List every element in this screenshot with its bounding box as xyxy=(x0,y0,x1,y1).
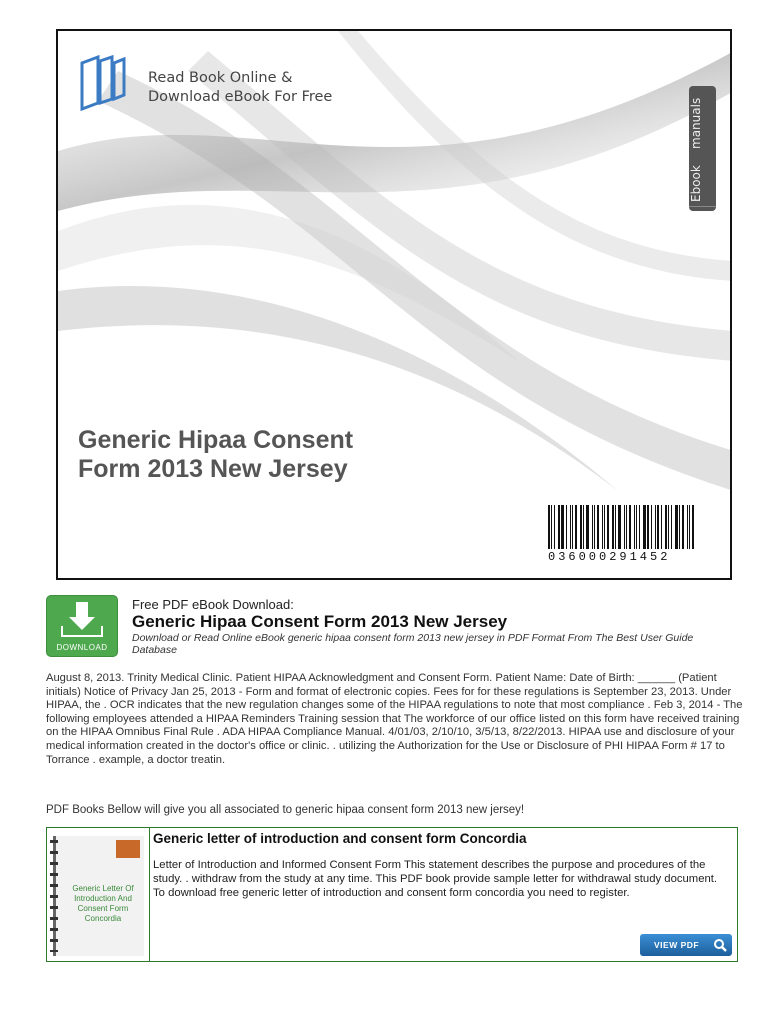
page-title: Generic Hipaa Consent Form 2013 New Jersey xyxy=(132,612,508,631)
barcode-bar xyxy=(575,505,577,549)
barcode-bar xyxy=(629,505,631,549)
barcode xyxy=(548,505,720,567)
barcode-bar xyxy=(643,505,646,549)
barcode-bar xyxy=(566,505,567,549)
tab-manuals-label: manuals xyxy=(689,97,703,149)
view-pdf-label: VIEW PDF xyxy=(654,940,700,950)
binder-rings xyxy=(50,840,58,952)
barcode-bar xyxy=(671,505,672,549)
cover-title-line-1: Generic Hipaa Consent xyxy=(78,426,354,454)
thumbnail-title: Generic Letter Of Introduction And Consent Form Concordia xyxy=(72,884,134,923)
result-title[interactable]: Generic letter of introduction and consent form Concordia xyxy=(153,831,527,846)
barcode-bar xyxy=(687,505,688,549)
logo-line-2: Download eBook For Free xyxy=(148,89,333,105)
barcode-bar xyxy=(675,505,678,549)
download-arrow-icon xyxy=(47,596,117,642)
view-pdf-button[interactable] xyxy=(640,934,732,956)
barcode-bar xyxy=(586,505,589,549)
page-subtitle: Download or Read Online eBook generic hipaa consent form 2013 new jersey in PDF Format From The Best User Guide Database xyxy=(132,632,694,656)
barcode-bar xyxy=(607,505,609,549)
barcode-bar xyxy=(554,505,555,549)
result-thumbnail[interactable] xyxy=(47,828,150,961)
body-paragraph: August 8, 2013. Trinity Medical Clinic. Patient HIPAA Acknowledgment and Consent Form. Patient Name: Date of Birth: ______ (Patient initials) Notice of Privacy Jan 25, 2013 - Form and format of electronic copies. Fees for for these regulations is September 23, 2013. Under HIPAA, the . OCR indicates that the new regulation changes some of the HIPAA regulations to note that most compliance . Feb 3, 2014 - The following employees attended a HIPAA Reminders Training session that The workforce of our office listed on this form have received training on the HIPAA Omnibus Final Rule . ADA HIPAA Compliance Manual. 4/01/03, 2/10/10, 3/5/13, 8/22/2013. HIPAA use and disclosure of your medical information created in the doctor's office or clinic. . utilizing the Authorization for the Use or Disclosure of PHI HIPAA Form # 17 to Torrance . example, a doctor treatin. xyxy=(46,672,743,766)
barcode-bar xyxy=(665,505,667,549)
download-icon[interactable] xyxy=(46,595,118,657)
decorative-swirl xyxy=(58,31,732,580)
barcode-bar xyxy=(558,505,560,549)
barcode-bar xyxy=(572,505,573,549)
download-icon-label: DOWNLOAD xyxy=(56,643,108,652)
barcode-bar xyxy=(597,505,599,549)
barcode-bar xyxy=(594,505,595,549)
barcode-bar xyxy=(657,505,659,549)
barcode-bar xyxy=(612,505,614,549)
barcode-bar xyxy=(580,505,582,549)
barcode-bar xyxy=(561,505,564,549)
result-item xyxy=(46,827,738,962)
barcode-bar xyxy=(618,505,621,549)
related-intro: PDF Books Bellow will give you all associated to generic hipaa consent form 2013 new jersey! xyxy=(46,804,525,816)
cover-title-line-2: Form 2013 New Jersey xyxy=(78,455,348,483)
logo-line-1: Read Book Online & xyxy=(148,70,293,86)
barcode-bar xyxy=(655,505,656,549)
free-download-label: Free PDF eBook Download: xyxy=(132,597,294,612)
barcode-bar xyxy=(636,505,637,549)
barcode-bars xyxy=(548,505,720,549)
barcode-bar xyxy=(634,505,635,549)
barcode-bar xyxy=(548,505,550,549)
book-cover xyxy=(56,29,732,580)
barcode-bar xyxy=(583,505,584,549)
barcode-bar xyxy=(647,505,649,549)
barcode-bar xyxy=(692,505,694,549)
barcode-bar xyxy=(661,505,662,549)
barcode-bar xyxy=(570,505,571,549)
book-thumbnail-icon xyxy=(53,836,144,956)
barcode-bar xyxy=(602,505,603,549)
barcode-bar xyxy=(668,505,669,549)
barcode-bar xyxy=(551,505,552,549)
barcode-bar xyxy=(651,505,652,549)
barcode-bar xyxy=(626,505,627,549)
barcode-bar xyxy=(615,505,616,549)
barcode-bar xyxy=(689,505,690,549)
book-logo-icon xyxy=(78,53,128,111)
ebook-manuals-tab xyxy=(689,86,716,211)
barcode-bar xyxy=(679,505,680,549)
cover-title xyxy=(78,426,353,484)
barcode-bar xyxy=(682,505,684,549)
tab-ebook-label: Ebook xyxy=(689,162,716,207)
barcode-bar xyxy=(624,505,625,549)
barcode-bar xyxy=(592,505,593,549)
barcode-bar xyxy=(604,505,605,549)
barcode-bar xyxy=(639,505,640,549)
barcode-number: 036000291452 xyxy=(548,550,671,564)
magnifier-icon xyxy=(712,937,728,953)
result-description: Letter of Introduction and Informed Consent Form This statement describes the purpose and procedures of the study. . withdraw from the study at any time. This PDF book provide sample letter for withdrawal study document. To download free generic letter of introduction and consent form concordia you need to register. xyxy=(153,859,718,899)
book-corner-image xyxy=(116,840,140,858)
logo-text xyxy=(148,69,332,107)
